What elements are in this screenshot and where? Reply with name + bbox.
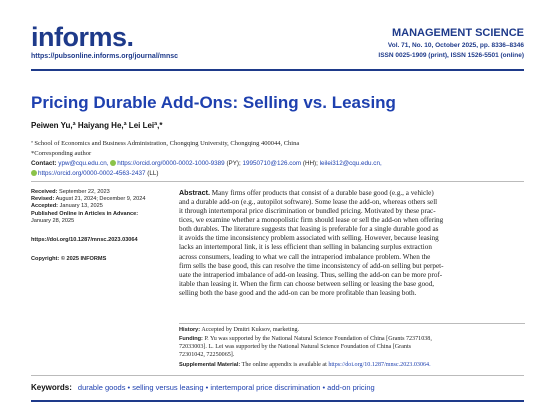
header-divider — [31, 69, 524, 71]
abstract-line: uate the intraperiod imbalance of add-on leasing. Thus, selling the add-on can be more prof- — [179, 270, 443, 279]
supplemental-link[interactable]: https://doi.org/10.1287/mnsc.2023.03064. — [328, 362, 431, 368]
funding-text: P. Yu was supported by the National Natural Science Foundation of China [Grants 72371038, — [204, 336, 432, 342]
keywords-divider — [31, 375, 524, 376]
supplemental-text: The online appendix is available at — [241, 362, 327, 368]
supplemental-label: Supplemental Material: — [179, 362, 241, 368]
doi-link[interactable]: https://doi.org/10.1287/mnsc.2023.03064 — [31, 237, 138, 244]
abstract-line: itable than leasing it. When the firm can choose between selling or leasing the base good, — [179, 279, 435, 288]
email-note-he: (HH); — [302, 160, 318, 167]
published-date: January 28, 2025 — [31, 217, 75, 224]
contact-line-2 — [31, 170, 158, 177]
published-label: Published Online in Articles in Advance: — [31, 210, 139, 217]
orcid-note-yu: (PY); — [226, 160, 241, 167]
accepted-label: Accepted: — [31, 203, 59, 210]
abstract-line: across consumers, leading to what we call the intraperiod imbalance problem. When the — [179, 252, 431, 261]
revised-dates: August 21, 2024; December 9, 2024 — [55, 196, 146, 203]
contact-label: Contact: — [31, 160, 57, 167]
funding-label: Funding: — [179, 336, 203, 342]
funding-line: 72301042, 72250065]. — [179, 352, 235, 359]
contact-line-1 — [31, 160, 382, 167]
abstract — [179, 189, 525, 298]
abstract-line: both durables. The literature suggests that leasing is preferable for a single durable good as — [179, 225, 439, 234]
orcid-icon — [110, 160, 116, 166]
copyright: Copyright: © 2025 INFORMS — [31, 256, 107, 263]
history-note — [179, 326, 525, 334]
journal-name: MANAGEMENT SCIENCE — [391, 27, 524, 39]
keywords — [31, 383, 375, 392]
received-label: Received: — [31, 189, 58, 195]
abstract-line — [179, 189, 525, 198]
abstract-line: firm sells the base good, this can resolve the time inconsistency of add-on selling but perpet- — [179, 261, 444, 270]
abstract-line: it avoids the time inconsistency problem associated with selling. However, because leasing — [179, 234, 439, 243]
supplemental-note — [179, 361, 525, 369]
supplemental-line — [179, 361, 525, 369]
abstract-line: and a durable add-on (e.g., autopilot software). Some lease the add-on, whereas others sell — [179, 198, 438, 207]
issn-line: ISSN 0025-1909 (print), ISSN 1526-5501 (online) — [378, 52, 524, 59]
corresponding-author-note: *Corresponding author — [31, 150, 92, 157]
orcid-icon — [31, 170, 37, 176]
abstract-line: it through intertemporal price discrimination or bundled pricing. Motivated by these prac- — [179, 207, 436, 216]
received-date: September 22, 2023 — [59, 189, 110, 195]
keywords-label: Keywords: — [31, 383, 72, 392]
abstract-line: selling both the base good and the add-on can be more profitable than leasing both. — [179, 288, 417, 297]
volume-line: Vol. 71, No. 10, October 2025, pp. 8336–8346 — [387, 42, 524, 49]
history-line — [179, 326, 525, 334]
revised-label: Revised: — [31, 196, 55, 203]
author-list: Peiwen Yu,ª Haiyang He,ª Lei Leiª,* — [31, 121, 163, 130]
footer-divider — [31, 400, 524, 402]
abstract-line: tices, we examine whether a monopolistic firm should lease or sell the add-on when offering — [179, 216, 444, 225]
abstract-label: Abstract. — [179, 189, 210, 197]
email-link-yu[interactable]: ypw@cqu.edu.cn, — [58, 160, 109, 167]
journal-url-link[interactable]: https://pubsonline.informs.org/journal/mnsc — [31, 53, 179, 60]
accepted-date: January 13, 2025 — [59, 203, 103, 210]
history-label: History: — [179, 327, 201, 333]
article-title: Pricing Durable Add-Ons: Selling vs. Leasing — [31, 93, 396, 112]
abstract-line-text: Many firms offer products that consist of a durable base good (e.g., a vehicle) — [211, 189, 434, 197]
funding-note — [179, 335, 525, 360]
email-link-he[interactable]: 19950710@126.com — [242, 160, 302, 167]
article-history-sidebar — [31, 189, 171, 263]
orcid-link-yu[interactable]: https://orcid.org/0000-0002-1000-9389 — [117, 160, 225, 167]
funding-line: 72033003]. L. Lei was supported by the National Natural Science Foundation of China [Grants — [179, 344, 412, 351]
keywords-list: durable goods • selling versus leasing • intertemporal price discrimination • add-on pricing — [77, 383, 375, 392]
email-link-lei[interactable]: leilei312@cqu.edu.cn, — [319, 160, 382, 167]
orcid-note-lei: (LL) — [147, 170, 159, 177]
section-divider — [31, 181, 524, 182]
abstract-line: lacks an intertemporal link, it is less efficient than selling in balancing surplus extraction — [179, 243, 432, 252]
abstract-divider — [179, 323, 525, 324]
affiliation: ª School of Economics and Business Administration, Chongqing University, Chongqing 400044, China — [31, 140, 300, 147]
informs-logo: informs. — [31, 22, 134, 52]
orcid-link-lei[interactable]: https://orcid.org/0000-0002-4563-2437 — [38, 170, 146, 177]
funding-line — [179, 335, 525, 343]
history-text: Accepted by Dmitri Kuksov, marketing. — [201, 327, 300, 333]
